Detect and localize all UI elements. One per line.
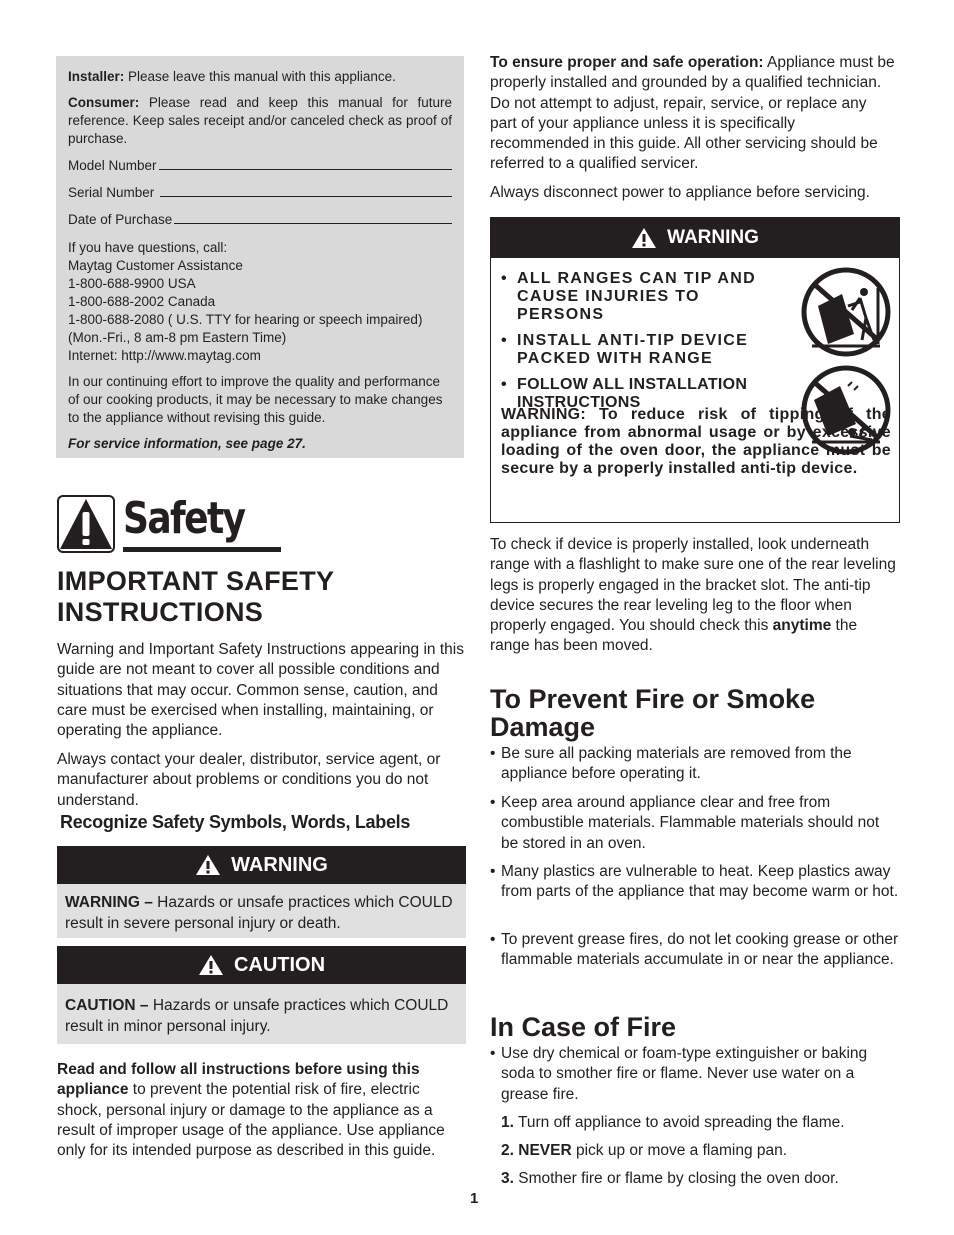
list-item-text: Be sure all packing materials are removed from the appliance before operating it.	[501, 745, 852, 783]
caution-label-bar	[57, 946, 466, 984]
in-case-of-fire-title: In Case of Fire	[490, 1012, 677, 1042]
check-device-paragraph	[490, 535, 900, 657]
caution-definition	[57, 984, 466, 1044]
list-item	[490, 1044, 900, 1105]
tip-bullet	[501, 270, 789, 324]
contact-info	[68, 239, 452, 365]
warning-triangle-icon	[195, 854, 221, 876]
bullet-dot: •	[490, 863, 496, 880]
contact-line: 1-800-688-2080 ( U.S. TTY for hearing or speech impaired)	[68, 312, 423, 327]
caution-triangle-icon	[198, 954, 224, 976]
serial-number-label: Serial Number	[68, 185, 155, 200]
consumer-label: Consumer:	[68, 95, 140, 110]
disconnect-paragraph: Always disconnect power to appliance before servicing.	[490, 184, 870, 201]
important-title-line-2: INSTRUCTIONS	[57, 597, 264, 627]
warning-label-bar	[57, 846, 466, 884]
step-text: Turn off appliance to avoid spreading the flame.	[517, 1114, 845, 1131]
date-of-purchase-label: Date of Purchase	[68, 212, 173, 227]
fire-smoke-title-line-1: To Prevent Fire or Smoke	[490, 684, 816, 714]
warning-definition	[57, 884, 466, 938]
date-of-purchase-field	[68, 210, 452, 229]
list-item-text: Many plastics are vulnerable to heat. Keep plastics away from parts of the appliance that may become warm or hot.	[501, 863, 899, 901]
step-item	[501, 1141, 787, 1161]
contact-paragraph: Always contact your dealer, distributor, service agent, or manufacturer about problems or conditions you do not understand.	[57, 751, 441, 809]
list-item-text: Keep area around appliance clear and free from combustible materials. Flammable materials should not be stored in an oven.	[501, 794, 880, 852]
range-tipping-pictogram-icon	[800, 266, 892, 358]
installer-label: Installer:	[68, 69, 125, 84]
important-safety-title	[57, 566, 334, 628]
proper-op-text: Appliance must be properly installed and grounded by a qualified technician. Do not attempt to adjust, repair, service, or replace any part of your appliance unless it is specifically recommended in this guide. All other servicing should be referred to a qualified servicer.	[490, 54, 895, 173]
bullet-dot: •	[501, 376, 507, 393]
step-number: 1.	[501, 1114, 514, 1131]
check-text: To check if device is properly installed, look underneath range with a flashlight to make sure one of the rear leveling legs is properly engaged in the bracket slot. The anti-tip device secures the rear leveling leg to the floor when properly engaged. You should check this	[490, 536, 896, 635]
caution-def-text: Hazards or unsafe practices which COULD result in minor personal injury.	[65, 997, 449, 1035]
caution-bar-label: CAUTION	[233, 953, 326, 976]
list-item	[490, 744, 900, 785]
intro-paragraph: Warning and Important Safety Instructions appearing in this guide are not meant to cover all possible conditions and situations that may occur. Common sense, caution, and care must be exercised when installing, maintaining, or operating the appliance.	[57, 641, 464, 740]
contact-line: 1-800-688-9900 USA	[68, 276, 196, 291]
tip-warning-bar-label: WARNING	[667, 227, 759, 248]
tip-bullet	[501, 332, 789, 368]
proper-op-bold: To ensure proper and safe operation:	[490, 54, 764, 71]
caution-def-label: CAUTION –	[65, 997, 149, 1014]
installer-text: Please leave this manual with this appliance.	[124, 69, 396, 84]
tip-warning-bar	[491, 218, 899, 258]
info-box	[56, 56, 464, 458]
contact-line: (Mon.-Fri., 8 am-8 pm Eastern Time)	[68, 330, 287, 345]
date-of-purchase-line	[174, 210, 452, 224]
contact-line: 1-800-688-2002 Canada	[68, 294, 216, 309]
warning-triangle-icon	[631, 227, 657, 249]
fire-smoke-title	[490, 685, 815, 741]
check-text-end: the range has been moved.	[490, 617, 858, 655]
read-follow-paragraph	[57, 1060, 467, 1161]
bullet-dot: •	[501, 270, 507, 287]
warning-bar-label: WARNING	[231, 853, 328, 876]
model-number-line	[159, 156, 452, 170]
consumer-text: Please read and keep this manual for future reference. Keep sales receipt and/or canceled check as proof of purchase.	[68, 95, 452, 146]
read-follow-text: to prevent the potential risk of fire, electric shock, personal injury or damage to the appliance as a result of improper usage of the appliance. Use appliance only for its intended purpose as described in this guide.	[57, 1081, 445, 1160]
tip-warning-box	[490, 217, 900, 523]
model-number-label: Model Number	[68, 158, 157, 173]
safety-header	[57, 495, 257, 555]
warning-triangle-icon	[57, 495, 115, 553]
warning-def-label: WARNING –	[65, 894, 153, 911]
installer-note	[68, 68, 452, 86]
list-item	[490, 930, 900, 971]
warning-def-text: Hazards or unsafe practices which COULD result in severe personal injury or death.	[65, 894, 453, 932]
tip-warning-text	[501, 406, 891, 478]
bullet-dot: •	[490, 794, 496, 811]
bullet-dot: •	[501, 332, 507, 349]
bullet-dot: •	[490, 745, 496, 762]
list-item-text: Use dry chemical or foam-type extinguisher or baking soda to smother fire or flame. Never use water on a grease fire.	[501, 1045, 868, 1103]
proper-operation-paragraph	[490, 53, 895, 175]
tip-bullet-text: ALL RANGES CAN TIP AND CAUSE INJURIES TO PERSONS	[517, 270, 756, 323]
fire-smoke-title-line-2: Damage	[490, 712, 596, 742]
page-number: 1	[470, 1190, 479, 1207]
recognize-heading: Recognize Safety Symbols, Words, Labels	[60, 812, 411, 832]
step-item	[501, 1169, 839, 1189]
contact-line: Internet: http://www.maytag.com	[68, 348, 261, 363]
model-number-field	[68, 156, 452, 175]
safety-underline	[123, 547, 281, 552]
check-bold: anytime	[772, 617, 832, 635]
read-follow-bold: Read and follow all instructions before using this appliance	[57, 1061, 420, 1099]
list-item	[490, 862, 900, 903]
step-text: pick up or move a flaming pan.	[571, 1142, 788, 1159]
contact-line: Maytag Customer Assistance	[68, 258, 243, 273]
tip-bullet-text: FOLLOW ALL INSTALLATION INSTRUCTIONS	[517, 376, 748, 411]
improve-note: In our continuing effort to improve the quality and performance of our cooking products, it may be necessary to make changes to the appliance without revising this guide.	[68, 374, 443, 425]
tip-warning-text-content: WARNING: To reduce risk of tipping of the appliance from abnormal usage or by excessive loading of the oven door, the appliance must be secure by a properly installed anti-tip device.	[501, 406, 891, 477]
safety-title: Safety	[123, 493, 245, 544]
service-note: For service information, see page 27.	[68, 436, 306, 451]
list-item-text: To prevent grease fires, do not let cooking grease or other flammable materials accumulate in or near the appliance.	[501, 931, 899, 969]
step-number: 2.	[501, 1142, 514, 1159]
step-number: 3.	[501, 1170, 514, 1187]
step-text: Smother fire or flame by closing the oven door.	[518, 1170, 839, 1187]
list-item	[490, 793, 900, 854]
step-bold: NEVER	[518, 1142, 572, 1159]
contact-line: If you have questions, call:	[68, 240, 228, 255]
bullet-dot: •	[490, 1045, 496, 1062]
bullet-dot: •	[490, 931, 496, 948]
consumer-note	[68, 94, 452, 148]
tip-warning-bullets	[501, 270, 789, 420]
step-item	[501, 1113, 845, 1133]
serial-number-field	[68, 183, 452, 202]
important-title-line-1: IMPORTANT SAFETY	[57, 566, 335, 596]
serial-number-line	[160, 183, 452, 197]
tip-bullet-text: INSTALL ANTI-TIP DEVICE PACKED WITH RANGE	[517, 332, 749, 367]
